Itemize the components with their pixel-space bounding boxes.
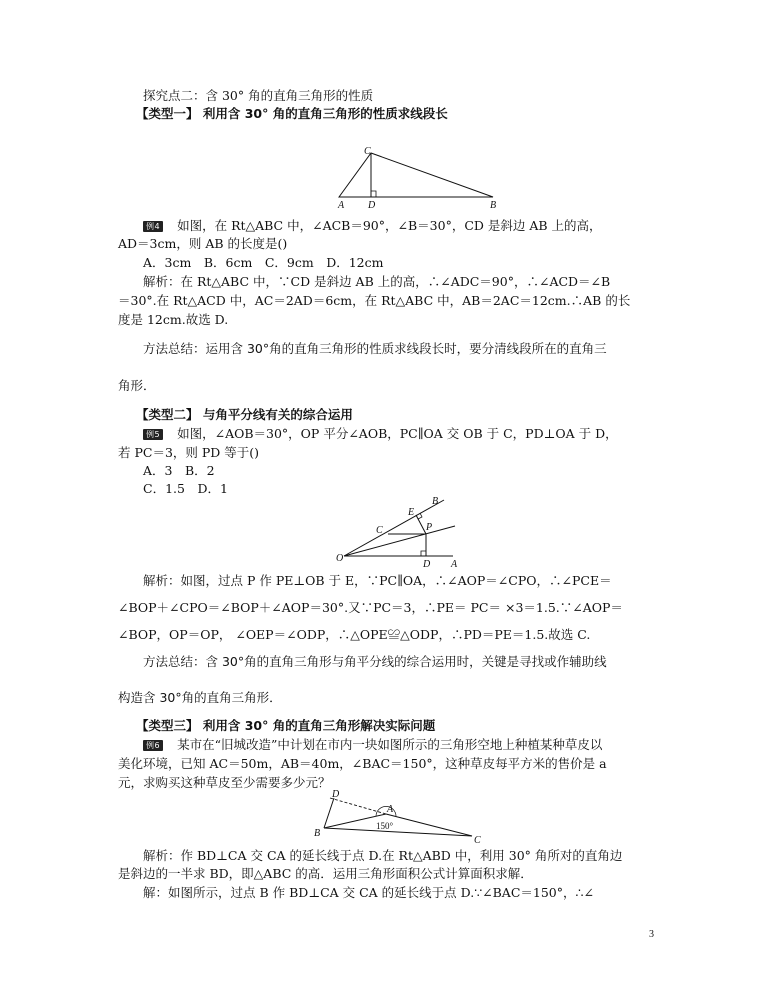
example-5-options-2: C．1.5 D．1 xyxy=(143,481,228,496)
fig2-label-d: D xyxy=(423,559,431,570)
analysis-6-line1: 解析：作 BD⊥CA 交 CA 的延长线于点 D.在 Rt△ABD 中，利用 30° 角所对的直角边 xyxy=(143,848,623,863)
solution-6-line1: 解：如图所示，过点 B 作 BD⊥CA 交 CA 的延长线于点 D.∵∠BAC＝150°，∴∠ xyxy=(143,885,594,900)
method-summary-1-line1: 方法总结：运用含 30°角的直角三角形的性质求线段长时，要分清线段所在的直角三 xyxy=(143,341,607,356)
example-5-options-1: A．3 B．2 xyxy=(143,463,215,478)
fig2-label-a: A xyxy=(451,559,458,570)
fig3-label-a: A xyxy=(387,804,394,815)
fig2-label-p: P xyxy=(426,522,433,533)
type-three-heading: 【类型三】 利用含 30° 角的直角三角形解决实际问题 xyxy=(136,718,436,733)
analysis-5-line1: 解析：如图，过点 P 作 PE⊥OB 于 E，∵PC∥OA，∴∠AOP＝∠CPO，∴∠PCE＝ xyxy=(143,573,612,588)
example-6-line1: 例6 某市在“旧城改造”中计划在市内一块如图所示的三角形空地上种植某种草皮以 xyxy=(143,737,602,753)
example-6-line3: 元，求购买这种草皮至少需要多少元？ xyxy=(118,775,331,790)
example-4-line1: 例4 如图，在 Rt△ABC 中，∠ACB＝90°，∠B＝30°，CD 是斜边 AB 上的高， xyxy=(143,218,602,234)
example-5-line2: 若 PC＝3，则 PD 等于() xyxy=(118,445,260,460)
fig3-label-c: C xyxy=(474,835,481,846)
analysis-4-line2: ＝30°.在 Rt△ACD 中，AC＝2AD＝6cm，在 Rt△ABC 中，AB＝2AC＝12cm.∴AB 的长 xyxy=(118,293,631,308)
fig1-label-b: B xyxy=(490,200,497,211)
analysis-4-line3: 度是 12cm.故选 D. xyxy=(118,312,229,327)
example-6-line2: 美化环境，已知 AC＝50m，AB＝40m，∠BAC＝150°，这种草皮每平方米的售价是 a xyxy=(118,756,607,771)
figure-angle-bisector xyxy=(330,492,470,570)
analysis-6-line2: 是斜边的一半求 BD，即△ABC 的高．运用三角形面积公式计算面积求解． xyxy=(118,866,533,881)
fig1-label-c: C xyxy=(364,146,371,157)
analysis-4-line1: 解析：在 Rt△ABC 中，∵CD 是斜边 AB 上的高，∴∠ADC＝90°，∴∠ACD＝∠B xyxy=(143,274,611,289)
analysis-5-line3: ∠BOP，OP＝OP， ∠OEP＝∠ODP，∴△OPE≌△ODP，∴PD＝PE＝1.5.故选 C. xyxy=(118,627,591,642)
fig3-angle-label: 150° xyxy=(376,821,394,831)
example-badge: 例5 xyxy=(143,429,163,440)
method-summary-2-line1: 方法总结：含 30°角的直角三角形与角平分线的综合运用时，关键是寻找或作辅助线 xyxy=(143,654,607,669)
fig3-label-d: D xyxy=(332,789,340,800)
fig3-label-b: B xyxy=(314,828,321,839)
section-heading: 探究点二：含 30° 角的直角三角形的性质 xyxy=(143,88,374,103)
method-summary-2-line2: 构造含 30°角的直角三角形． xyxy=(118,690,282,705)
type-one-heading: 【类型一】 利用含 30° 角的直角三角形的性质求线段长 xyxy=(136,106,448,121)
analysis-5-line2: ∠BOP＋∠CPO＝∠BOP＋∠AOP＝30°.又∵PC＝3，∴PE＝ PC＝ ×3＝1.5.∵∠AOP＝ xyxy=(118,600,623,615)
example-4-options: A．3cm B．6cm C．9cm D．12cm xyxy=(143,255,384,270)
fig2-label-e: E xyxy=(408,507,415,518)
figure-triangle-land xyxy=(310,786,490,846)
example-badge: 例4 xyxy=(143,221,163,232)
method-summary-1-line2: 角形． xyxy=(118,378,156,393)
example-badge: 例6 xyxy=(143,740,163,751)
fig2-label-c: C xyxy=(376,525,383,536)
fig2-label-o: O xyxy=(336,553,344,564)
fig2-label-b: B xyxy=(432,496,439,507)
page-number: 3 xyxy=(649,929,654,940)
fig1-label-d: D xyxy=(368,200,376,211)
example-4-line2: AD＝3cm，则 AB 的长度是() xyxy=(118,236,288,251)
type-two-heading: 【类型二】 与角平分线有关的综合运用 xyxy=(136,407,353,422)
figure-right-triangle-abc xyxy=(330,145,520,211)
example-5-line1: 例5 如图，∠AOB＝30°，OP 平分∠AOB，PC∥OA 交 OB 于 C，PD⊥OA 于 D， xyxy=(143,426,618,442)
fig1-label-a: A xyxy=(338,200,345,211)
